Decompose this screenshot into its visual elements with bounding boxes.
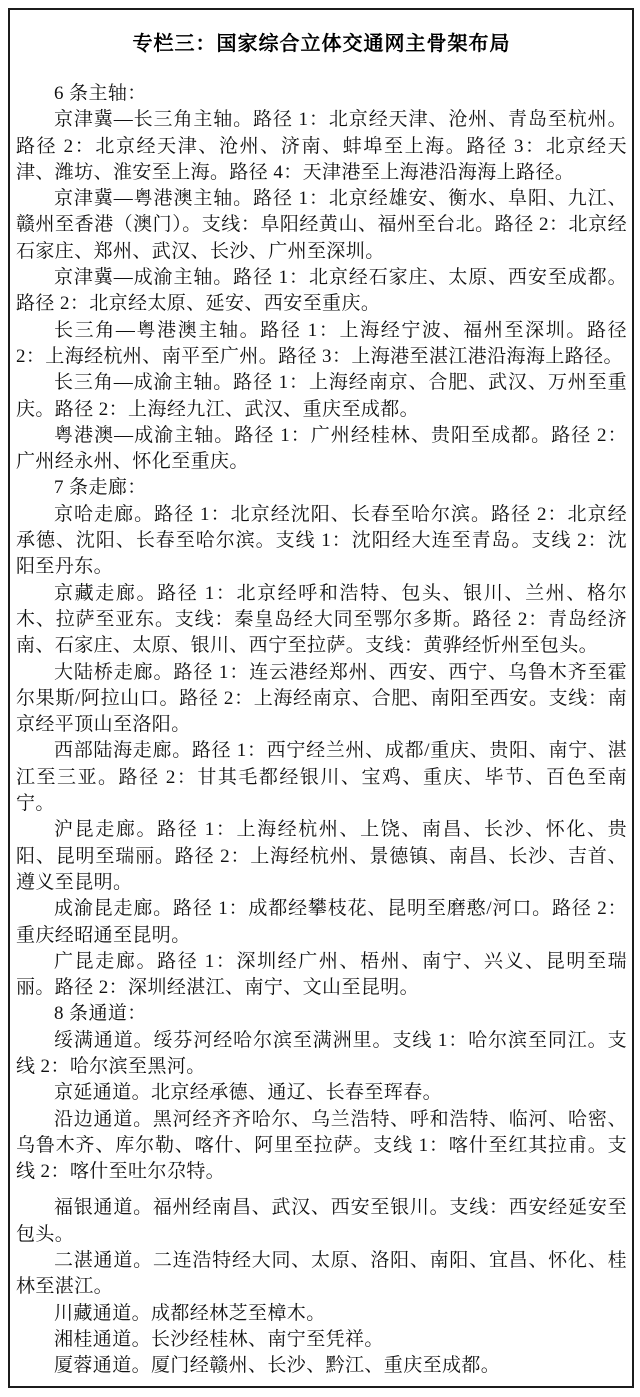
route-paragraph: 湘桂通道。长沙经桂林、南宁至凭祥。 — [54, 1328, 384, 1350]
section-heading: 6 条主轴： — [54, 83, 147, 104]
route-paragraph: 川藏通道。成都经林芝至樟木。 — [54, 1302, 326, 1324]
route-paragraph: 福银通道。福州经南昌、武汉、西安至银川。支线：西安经延安至包头。 — [16, 1197, 627, 1245]
box-title: 专栏三：国家综合立体交通网主骨架布局 — [132, 33, 511, 55]
route-paragraph: 京津冀—成渝主轴。路径 1：北京经石家庄、太原、西安至成都。路径 2：北京经太原、延安、西安至重庆。 — [16, 267, 627, 315]
box-body — [16, 81, 627, 1380]
route-paragraph: 厦蓉通道。厦门经赣州、长沙、黔江、重庆至成都。 — [54, 1355, 501, 1377]
section-heading: 7 条走廊： — [54, 477, 147, 499]
route-paragraph: 长三角—粤港澳主轴。路径 1：上海经宁波、福州至深圳。路径 2：上海经杭州、南平至广州。路径 3：上海港至湛江港沿海海上路径。 — [16, 319, 627, 367]
route-paragraph: 二湛通道。二连浩特经大同、太原、洛阳、南阳、宜昌、怀化、桂林至湛江。 — [16, 1250, 627, 1298]
route-paragraph: 沿边通道。黑河经齐齐哈尔、乌兰浩特、呼和浩特、临河、哈密、乌鲁木齐、库尔勒、喀什、阿里至拉萨。支线 1：喀什至红其拉甫。支线 2：喀什至吐尔尕特。 — [16, 1108, 627, 1183]
route-paragraph: 西部陆海走廊。路径 1：西宁经兰州、成都/重庆、贵阳、南宁、湛江至三亚。路径 2：甘其毛都经银川、宝鸡、重庆、毕节、百色至南宁。 — [16, 740, 627, 815]
route-paragraph: 沪昆走廊。路径 1：上海经杭州、上饶、南昌、长沙、怀化、贵阳、昆明至瑞丽。路径 2：上海经杭州、景德镇、南昌、长沙、吉首、遵义至昆明。 — [16, 819, 627, 893]
route-paragraph: 长三角—成渝主轴。路径 1：上海经南京、合肥、武汉、万州至重庆。路径 2：上海经九江、武汉、重庆至成都。 — [16, 372, 627, 420]
route-paragraph: 京哈走廊。路径 1：北京经沈阳、长春至哈尔滨。路径 2：北京经承德、沈阳、长春至哈尔滨。支线 1：沈阳经大连至青岛。支线 2：沈阳至丹东。 — [16, 503, 627, 578]
route-paragraph: 广昆走廊。路径 1：深圳经广州、梧州、南宁、兴义、昆明至瑞丽。路径 2：深圳经湛江、南宁、文山至昆明。 — [16, 950, 627, 999]
route-paragraph: 粤港澳—成渝主轴。路径 1：广州经桂林、贵阳至成都。路径 2：广州经永州、怀化至重庆。 — [16, 424, 627, 473]
route-paragraph: 大陆桥走廊。路径 1：连云港经郑州、西安、西宁、乌鲁木齐至霍尔果斯/阿拉山口。路径 2：上海经南京、合肥、南阳至西安。支线：南京经平顶山至洛阳。 — [16, 661, 627, 736]
route-paragraph: 成渝昆走廊。路径 1：成都经攀枝花、昆明至磨憨/河口。路径 2：重庆经昭通至昆明。 — [16, 898, 627, 946]
section-heading: 8 条通道： — [54, 1003, 147, 1025]
route-paragraph: 京津冀—长三角主轴。路径 1：北京经天津、沧州、青岛至杭州。路径 2：北京经天津、沧州、济南、蚌埠至上海。路径 3：北京经天津、潍坊、淮安至上海。路径 4：天津港至上海港沿海海上路径。 — [16, 109, 627, 183]
route-paragraph: 绥满通道。绥芬河经哈尔滨至满洲里。支线 1：哈尔滨至同江。支线 2：哈尔滨至黑河。 — [16, 1029, 627, 1077]
route-paragraph: 京延通道。北京经承德、通辽、长春至珲春。 — [54, 1082, 443, 1104]
column-box — [8, 8, 634, 1388]
route-paragraph: 京藏走廊。路径 1：北京经呼和浩特、包头、银川、兰州、格尔木、拉萨至亚东。支线：秦皇岛经大同至鄂尔多斯。路径 2：青岛经济南、石家庄、太原、银川、西宁至拉萨。支线：黄骅经忻州至包头。 — [16, 582, 627, 657]
route-paragraph: 京津冀—粤港澳主轴。路径 1：北京经雄安、衡水、阜阳、九江、赣州至香港（澳门）。支线：阜阳经黄山、福州至台北。路径 2：北京经石家庄、郑州、武汉、长沙、广州至深圳。 — [16, 188, 627, 262]
